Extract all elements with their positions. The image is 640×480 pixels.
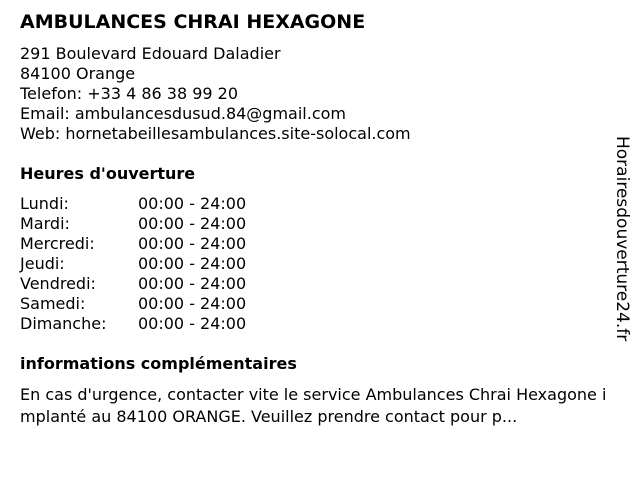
hours-row-monday	[20, 194, 280, 214]
time-range: 00:00 - 24:00	[138, 314, 247, 333]
time-range: 00:00 - 24:00	[138, 274, 247, 293]
opening-hours-list	[20, 194, 280, 334]
contact-block	[20, 44, 411, 144]
hours-row-wednesday	[20, 234, 280, 254]
day-label: Samedi:	[20, 294, 86, 313]
hours-row-saturday	[20, 294, 280, 314]
day-label: Dimanche:	[20, 314, 107, 333]
additional-info-text: En cas d'urgence, contacter vite le service Ambulances Chrai Hexagone implanté au 84100 ORANGE. Veuillez prendre contact pour p...	[20, 385, 607, 426]
hours-row-tuesday	[20, 214, 280, 234]
opening-hours-heading: Heures d'ouverture	[20, 164, 196, 183]
website-url: Web: hornetabeillesambulances.site-solocal.com	[20, 124, 411, 143]
site-watermark: Horairesdouverture24.fr	[612, 136, 632, 342]
phone-number: Telefon: +33 4 86 38 99 20	[20, 84, 239, 103]
time-range: 00:00 - 24:00	[138, 194, 247, 213]
day-label: Lundi:	[20, 194, 69, 213]
hours-row-thursday	[20, 254, 280, 274]
email-address: Email: ambulancesdusud.84@gmail.com	[20, 104, 346, 123]
time-range: 00:00 - 24:00	[138, 254, 247, 273]
time-range: 00:00 - 24:00	[138, 294, 247, 313]
address-city: 84100 Orange	[20, 64, 136, 83]
day-label: Mercredi:	[20, 234, 95, 253]
address-street: 291 Boulevard Edouard Daladier	[20, 44, 281, 63]
hours-row-friday	[20, 274, 280, 294]
day-label: Jeudi:	[20, 254, 65, 273]
business-name: AMBULANCES CHRAI HEXAGONE	[20, 11, 366, 33]
day-label: Vendredi:	[20, 274, 96, 293]
time-range: 00:00 - 24:00	[138, 214, 247, 233]
time-range: 00:00 - 24:00	[138, 234, 247, 253]
additional-info-heading: informations complémentaires	[20, 354, 297, 373]
day-label: Mardi:	[20, 214, 70, 233]
hours-row-sunday	[20, 314, 280, 334]
